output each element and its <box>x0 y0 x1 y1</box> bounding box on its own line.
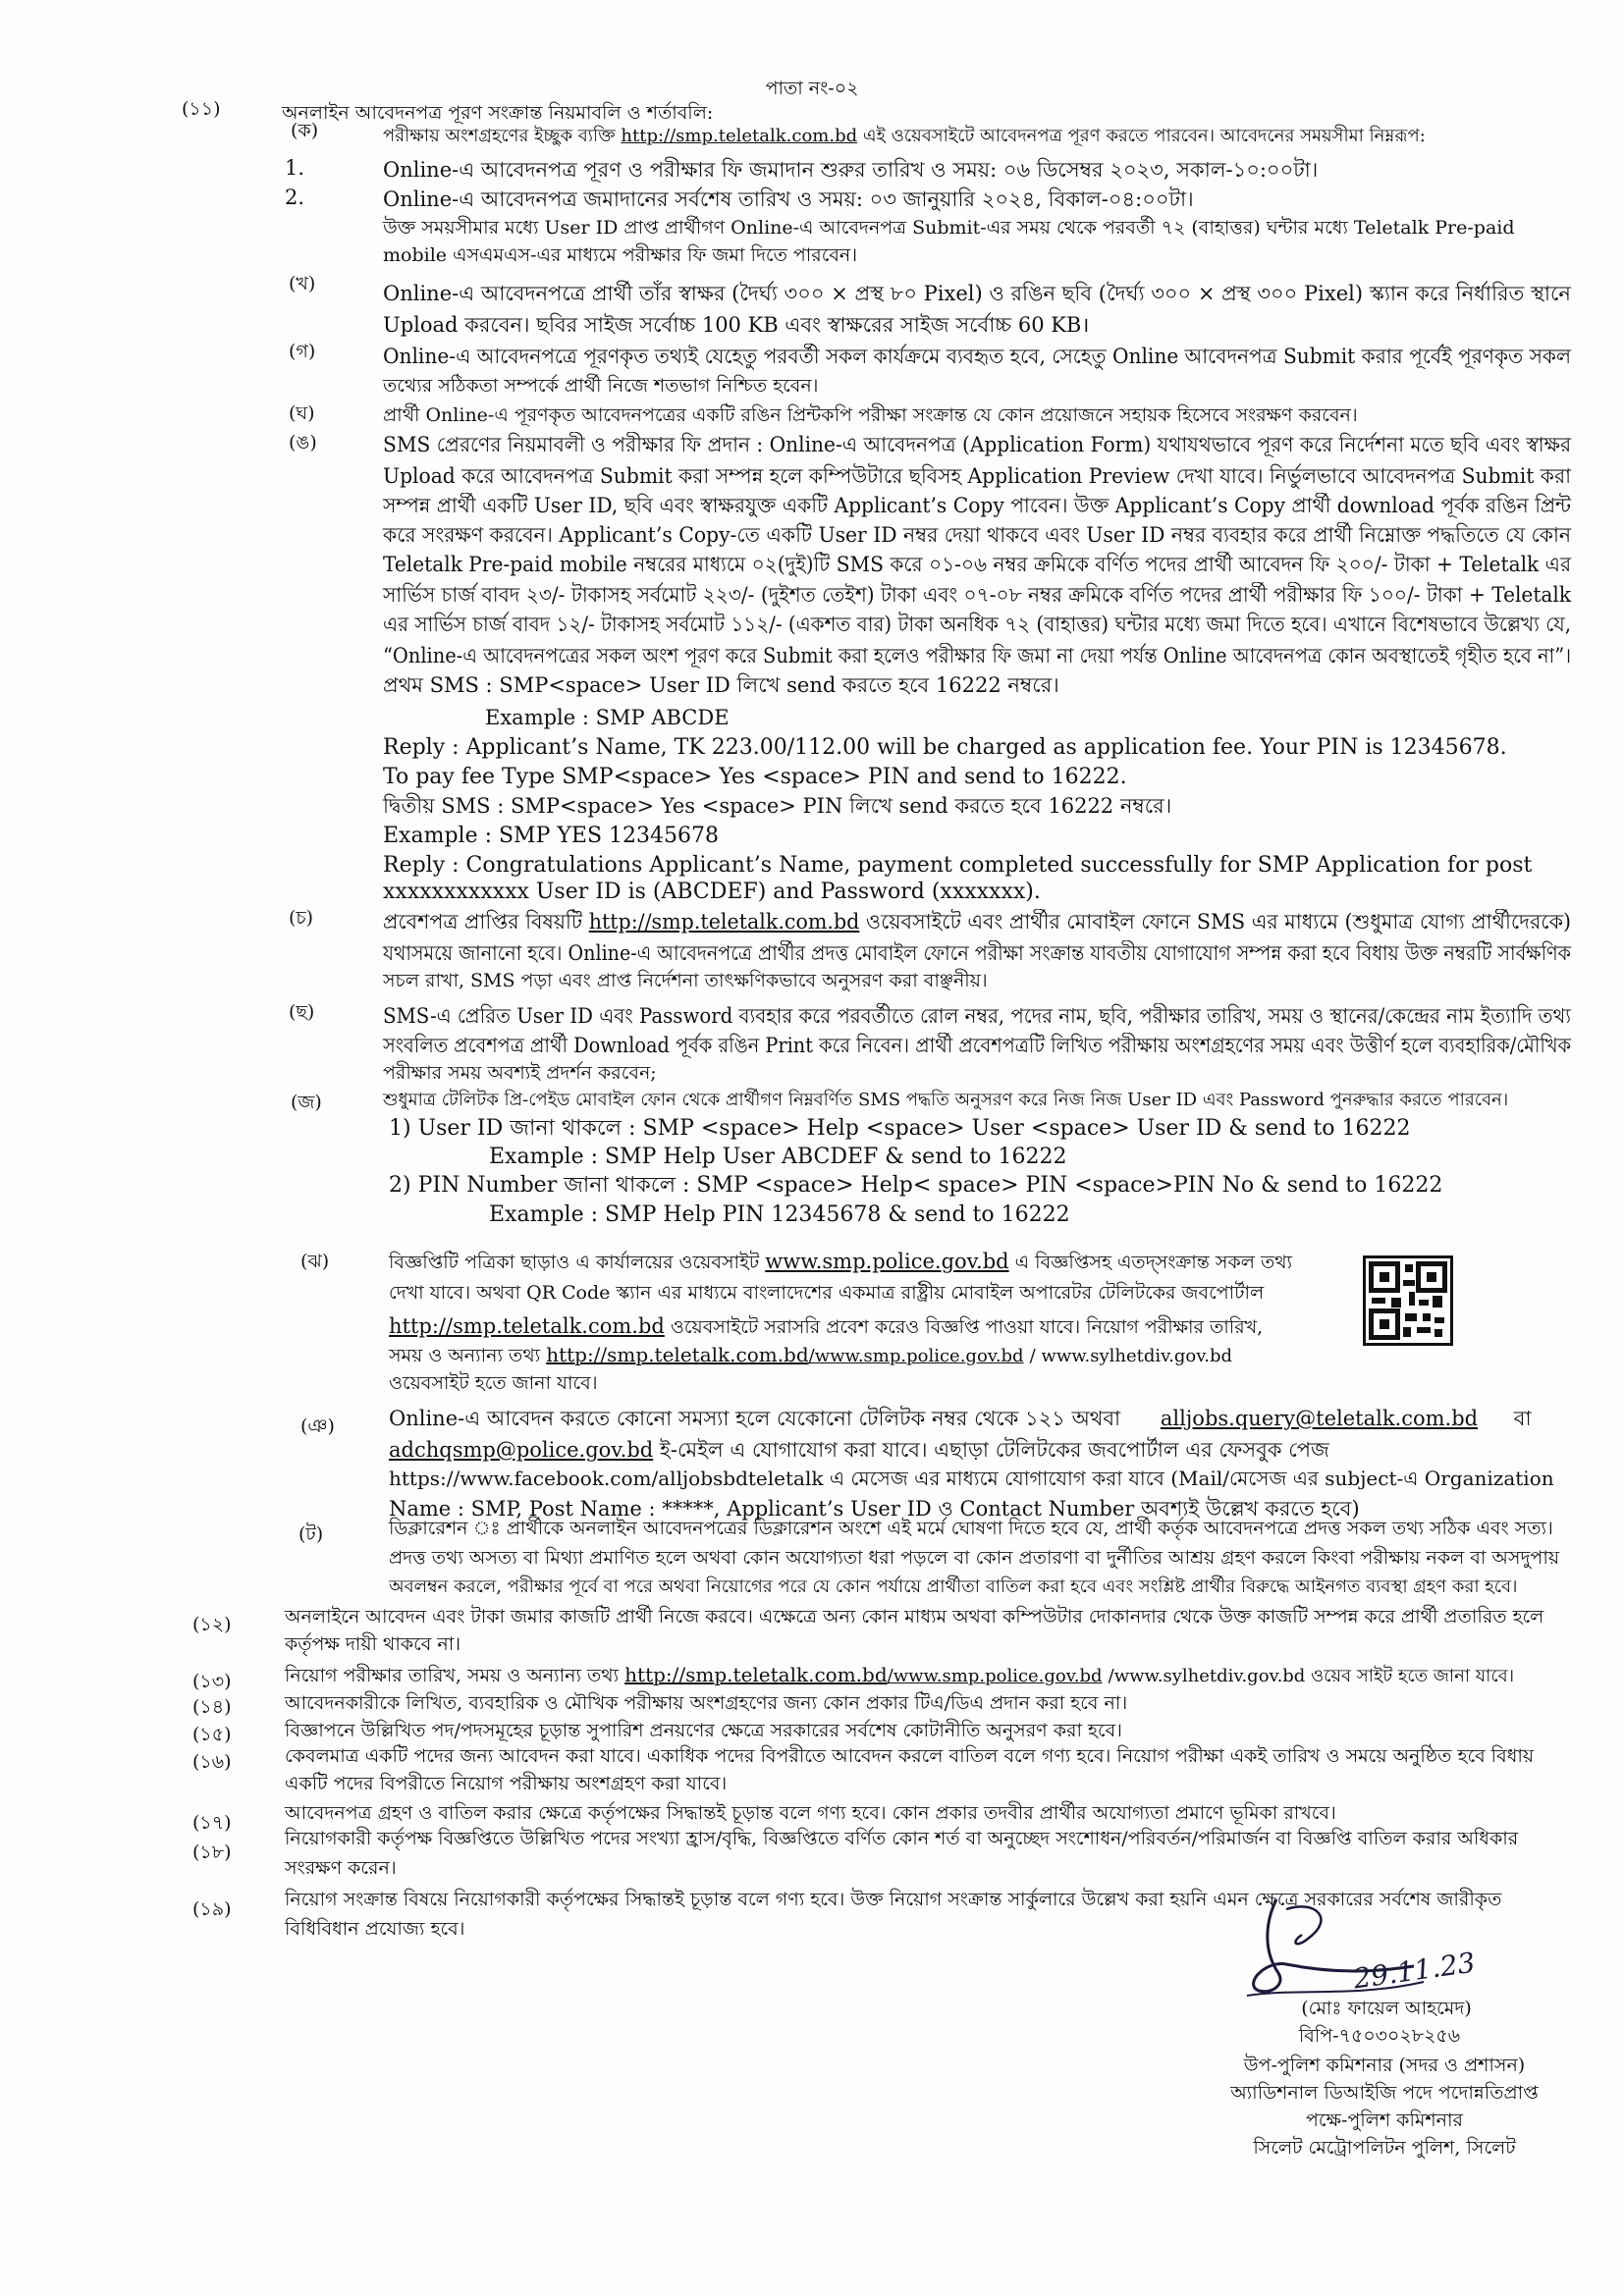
section-12-number: (১২) <box>192 1614 232 1635</box>
item-ka-text-a: পরীক্ষায় অংশগ্রহণের ইচ্ছুক ব্যক্তি <box>383 126 616 146</box>
item-kha-line-2: Upload করবেন। ছবির সাইজ সর্বোচ্চ 100 KB এবং স্বাক্ষরের সাইজ সর্বোচ্চ 60 KB। <box>383 313 1090 337</box>
section-19-line-1: নিয়োগ সংক্রান্ত বিষয়ে নিয়োগকারী কর্তৃপক্ষের সিদ্ধান্তই চূড়ান্ত বলে গণ্য হবে। উক্ত নিয়োগ সংক্রান্ত সার্কুলারে উল্লেখ করা হয়নি এমন ক্ষেত্রে সরকারের সর্বশেষ জারীকৃত <box>285 1889 1502 1910</box>
item-cha-marker: (চ) <box>289 907 314 929</box>
sms-to-pay: To pay fee Type SMP<space> Yes <space> PIN and send to 16222. <box>383 765 1127 789</box>
item-cha-text-b: ওয়েবসাইটে এবং প্রার্থীর মোবাইল ফোনে SMS এর মাধ্যমে (শুধুমাত্র যোগ্য প্রার্থীদেরকে) <box>865 910 1572 934</box>
section-16-line-1: কেবলমাত্র একটি পদের জন্য আবেদন করা যাবে। একাধিক পদের বিপরীতে আবেদন করলে বাতিল বলে গণ্য হবে। নিয়োগ পরীক্ষা একই তারিখ ও সময়ে অনুষ্ঠিত হবে বিধায় <box>285 1745 1535 1767</box>
section-14-line-1: আবেদনকারীকে লিখিত, ব্যবহারিক ও মৌখিক পরীক্ষায় অংশগ্রহণের জন্য কোন প্রকার টিএ/ডিএ প্রদান করা হবে না। <box>285 1692 1128 1714</box>
section-13-teletalk-link[interactable]: http://smp.teletalk.com.bd <box>624 1663 888 1686</box>
item-jha-text-c: ওয়েবসাইটে সরাসরি প্রবেশ করেও বিজ্ঞপ্তি পাওয়া যাবে। নিয়োগ পরীক্ষার তারিখ, <box>670 1316 1264 1338</box>
item-nya-text-a: Online-এ আবেদন করতে কোনো সমস্যা হলে যেকোনো টেলিটক নম্বর থেকে ১২১ অথবা <box>389 1407 1121 1430</box>
sms-first-example: Example : SMP ABCDE <box>485 706 730 729</box>
section-16-line-2: একটি পদের বিপরীতে নিয়োগ পরীক্ষায় অংশগ্রহণ করা যাবে। <box>285 1773 728 1794</box>
signatory-office: সিলেট মেট্রোপলিটন পুলিশ, সিলেট <box>1253 2137 1516 2159</box>
item-jha-marker: (ঝ) <box>300 1251 330 1272</box>
sms-second-example: Example : SMP YES 12345678 <box>383 824 719 848</box>
item-cha-link[interactable]: http://smp.teletalk.com.bd <box>588 910 860 934</box>
sms-second: দ্বিতীয় SMS : SMP<space> Yes <space> PIN লিখে send করতে হবে 16222 নম্বরে। <box>383 794 1172 818</box>
item-cha-line-3: সচল রাখা, SMS পড়া এবং প্রাপ্ত নির্দেশনা তাৎক্ষণিকভাবে অনুসরণ করা বাঞ্ছনীয়। <box>383 970 988 991</box>
page-number: পাতা নং-০২ <box>765 78 859 99</box>
signatory-promotion: অ্যাডিশনাল ডিআইজি পদে পদোন্নতিপ্রাপ্ত <box>1230 2082 1539 2104</box>
signatory-bp-number: বিপি-৭৫০৩০২৮২৫৬ <box>1298 2025 1461 2047</box>
section-13-smp-link[interactable]: /www.smp.police.gov.bd <box>887 1666 1103 1686</box>
item-ta-line-1: ডিক্লারেশন ঃ প্রার্থীকে অনলাইন আবেদনপত্রের ডিক্লারেশন অংশে এই মর্মে ঘোষণা দিতে হবে যে, প্রার্থী কর্তৃক আবেদনপত্রে প্রদত্ত সকল তথ্য সঠিক এবং সত্য। <box>389 1518 1553 1539</box>
section-16-number: (১৬) <box>192 1751 232 1773</box>
item-uo-line-3: সম্পন্ন প্রার্থী একটি User ID, ছবি এবং স্বাক্ষরযুক্ত একটি Applicant’s Copy পাবেন। উক্ত Applicant’s Copy প্রার্থী download পূর্বক রঙিন প্রিন্ট <box>383 494 1572 517</box>
sms-first: প্রথম SMS : SMP<space> User ID লিখে send করতে হবে 16222 নম্বরে। <box>383 673 1059 697</box>
item-gha-line-1: প্রার্থী Online-এ পূরণকৃত আবেদনপত্রের একটি রঙিন প্রিন্টকপি পরীক্ষা সংক্রান্ত যে কোন প্রয়োজনে সহায়ক হিসেবে সংরক্ষণ করবেন। <box>383 404 1358 426</box>
item-jha-line-2: দেখা যাবে। অথবা QR Code স্ক্যান এর মাধ্যমে বাংলাদেশের একমাত্র রাষ্ট্রীয় মোবাইল অপারেটর টেলিটকের জবপোর্টাল <box>389 1282 1265 1304</box>
section-14-number: (১৪) <box>192 1696 232 1718</box>
section-17-line-1: আবেদনপত্র গ্রহণ ও বাতিল করার ক্ষেত্রে কর্তৃপক্ষের সিদ্ধান্তই চূড়ান্ত বলে গণ্য হবে। কোন প্রকার তদবীর প্রার্থীর অযোগ্যতা প্রমাণে ভূমিকা রাখবে। <box>285 1802 1336 1824</box>
section-13-text-a: নিয়োগ পরীক্ষার তারিখ, সময় ও অন্যান্য তথ্য <box>285 1665 620 1686</box>
item-2-number: 2. <box>285 186 305 209</box>
signatory-name: (মোঃ ফায়েল আহমেদ) <box>1301 1998 1472 2019</box>
sms-first-reply: Reply : Applicant’s Name, TK 223.00/112.00 will be charged as application fee. Your PIN is 12345678. <box>383 735 1507 760</box>
item-ja-recover-pin: 2) PIN Number জানা থাকলে : SMP <space> Help< space> PIN <space>PIN No & send to 16222 <box>389 1173 1443 1198</box>
item-jha-line-5: ওয়েবসাইট হতে জানা যাবে। <box>389 1372 598 1394</box>
item-ga-line-2: তথ্যের সঠিকতা সম্পর্কে প্রার্থী নিজে শতভাগ নিশ্চিত হবেন। <box>383 375 819 397</box>
item-jha-line-3 <box>389 1313 1263 1340</box>
item-jha-text-d: সময় ও অন্যান্য তথ্য <box>389 1345 541 1366</box>
item-2-text: Online-এ আবেদনপত্র জমাদানের সর্বশেষ তারিখ ও সময়: ০৩ জানুয়ারি ২০২৪, বিকাল-০৪:০০টা। <box>383 187 1194 211</box>
item-nya-line-3: https://www.facebook.com/alljobsbdteletalk এ মেসেজ এর মাধ্যমে যোগাযোগ করা যাবে (Mail/মেসেজ এর subject-এ Organization <box>389 1467 1554 1490</box>
item-nya-line-2 <box>389 1437 1329 1463</box>
item-uo-line-1: SMS প্রেরণের নিয়মাবলী ও পরীক্ষার ফি প্রদান : Online-এ আবেদনপত্র (Application Form) যথাযথভাবে পূরণ করে নির্দেশনা মতে ছবি এবং স্বাক্ষর <box>383 433 1572 456</box>
item-cha-line-2: যথাসময়ে জানানো হবে। Online-এ আবেদনপত্রে প্রার্থীর প্রদত্ত মোবাইল ফোনে পরীক্ষা সংক্রান্ত যাবতীয় যোগাযোগ সম্পন্ন করা হবে বিধায় উক্ত নম্বরটি সার্বক্ষণিক <box>383 941 1572 965</box>
item-2-line-3: mobile এসএমএস-এর মাধ্যমে পরীক্ষার ফি জমা দিতে পারবেন। <box>383 244 858 266</box>
section-17-number: (১৭) <box>192 1812 232 1834</box>
section-12-line-2: কর্তৃপক্ষ দায়ী থাকবে না। <box>285 1633 461 1655</box>
item-jha-text-b: এ বিজ্ঞপ্তিসহ এতদ্‌সংক্রান্ত সকল তথ্য <box>1014 1252 1293 1273</box>
item-chha-marker: (ছ) <box>289 1001 315 1023</box>
section-18-line-2: সংরক্ষণ করেন। <box>285 1857 397 1879</box>
item-ga-line-1: Online-এ আবেদনপত্রে পূরণকৃত তথ্যই যেহেতু পরবর্তী সকল কার্যক্রমে ব্যবহৃত হবে, সেহেতু Online আবেদনপত্র Submit করার পূর্বেই পূরণকৃত সকল <box>383 345 1571 368</box>
item-chha-line-1: SMS-এ প্রেরিত User ID এবং Password ব্যবহার করে পরবর্তীতে রোল নম্বর, পদের নাম, ছবি, পরীক্ষার তারিখ, সময় ও স্থানের/কেন্দ্রের নাম ইত্যাদি তথ্য <box>383 1004 1571 1028</box>
signatory-on-behalf: পক্ষে-পুলিশ কমিশনার <box>1306 2109 1463 2131</box>
sms-second-reply-1: Reply : Congratulations Applicant’s Name, payment completed successfully for SMP Application for post <box>383 853 1533 878</box>
signature-date: 29.11.23 <box>1351 1946 1478 1996</box>
section-18-line-1: নিয়োগকারী কর্তৃপক্ষ বিজ্ঞপ্তিতে উল্লিখিত পদের সংখ্যা হ্রাস/বৃদ্ধি, বিজ্ঞপ্তিতে বর্ণিত কোন শর্ত বা অনুচ্ছেদ সংশোধন/পরিবর্তন/পরিমার্জন বা বিজ্ঞপ্তি বাতিল করার অধিকার <box>285 1828 1519 1849</box>
item-ja-recover-pin-example: Example : SMP Help PIN 12345678 & send to 16222 <box>489 1202 1070 1227</box>
item-ta-line-3: অবলম্বন করলে, পরীক্ষার পূর্বে বা পরে অথবা নিয়োগের পরে যে কোন পর্যায়ে প্রার্থীতা বাতিল করা হবে এবং সংশ্লিষ্ট প্রার্থীর বিরুদ্ধে আইনগত ব্যবস্থা গ্রহণ করা হবে। <box>389 1576 1518 1597</box>
item-ka-marker: (ক) <box>291 120 319 141</box>
item-cha-line-1 <box>383 909 1571 934</box>
item-nya-line-4: Name : SMP, Post Name : *****, Applicant’s User ID ও Contact Number অবশ্যই উল্লেখ করতে হবে) <box>389 1497 1360 1521</box>
item-ka-link[interactable]: http://smp.teletalk.com.bd <box>621 126 858 146</box>
qr-code[interactable] <box>1363 1255 1453 1346</box>
smp-website-link-2[interactable]: /www.smp.police.gov.bd <box>808 1346 1024 1366</box>
section-15-line-1: বিজ্ঞাপনে উল্লিখিত পদ/পদসমূহের চূড়ান্ত সুপারিশ প্রনয়ণের ক্ষেত্রে সরকারের সর্বশেষ কোটানীতি অনুসরণ করা হবে। <box>285 1720 1122 1741</box>
item-jha-text-a: বিজ্ঞপ্তিটি পত্রিকা ছাড়াও এ কার্যালয়ের ওয়েবসাইট <box>389 1252 760 1273</box>
signatory-designation: উপ-পুলিশ কমিশনার (সদর ও প্রশাসন) <box>1243 2055 1526 2076</box>
section-12-line-1: অনলাইনে আবেদন এবং টাকা জমার কাজটি প্রার্থী নিজে করবে। এক্ষেত্রে অন্য কোন মাধ্যম অথবা কম্পিউটার দোকানদার থেকে উক্ত কাজটি সম্পন্ন করে প্রার্থী প্রতারিত হলে <box>285 1606 1544 1628</box>
item-ja-recover-userid-example: Example : SMP Help User ABCDEF & send to 16222 <box>489 1145 1067 1169</box>
section-13-text-b: /www.sylhetdiv.gov.bd ওয়েব সাইট হতে জানা যাবে। <box>1108 1666 1515 1686</box>
smp-email-link[interactable]: adchqsmp@police.gov.bd <box>389 1438 654 1462</box>
item-chha-line-3: পরীক্ষার সময় অবশ্যই প্রদর্শন করবেন; <box>383 1062 657 1084</box>
item-ka-line <box>383 126 1426 148</box>
teletalk-link-2[interactable]: http://smp.teletalk.com.bd <box>546 1343 809 1366</box>
item-1-text: Online-এ আবেদনপত্র পূরণ ও পরীক্ষার ফি জমাদান শুরুর তারিখ ও সময়: ০৬ ডিসেম্বর ২০২৩, সকাল-১০:০০টা। <box>383 158 1319 182</box>
item-nya-line-1 <box>389 1406 1532 1431</box>
item-ta-line-2: প্রদত্ত তথ্য অসত্য বা মিথ্যা প্রমাণিত হলে অথবা কোন অযোগ্যতা ধরা পড়লে বা কোন প্রতারণা বা দুর্নীতির আশ্রয় গ্রহণ করলে কিংবা পরীক্ষায় নকল বা অসদুপায় <box>389 1547 1560 1569</box>
sylhetdiv-website: / www.sylhetdiv.gov.bd <box>1029 1346 1233 1366</box>
section-19-line-2: বিধিবিধান প্রযোজ্য হবে। <box>285 1918 465 1940</box>
item-ga-marker: (গ) <box>289 341 316 362</box>
item-cha-text-a: প্রবেশপত্র প্রাপ্তির বিষয়টি <box>383 910 583 934</box>
section-11-number: (১১) <box>182 98 221 120</box>
item-uo-line-6: সার্ভিস চার্জ বাবদ ২৩/- টাকাসহ সর্বমোট ২২৩/- (দুইশত তেইশ) টাকা এবং ০৭-০৮ নম্বর ক্রমিকে বর্ণিত পদের প্রার্থী পরীক্ষার ফি ১০০/- টাকা + Teletalk <box>383 583 1572 607</box>
smp-website-link[interactable]: www.smp.police.gov.bd <box>765 1250 1009 1273</box>
section-13-line-1 <box>285 1663 1514 1688</box>
item-gha-marker: (ঘ) <box>289 402 315 424</box>
section-19-number: (১৯) <box>192 1898 232 1920</box>
item-ta-marker: (ট) <box>298 1523 324 1545</box>
section-15-number: (১৫) <box>192 1724 232 1745</box>
item-nya-text-b: বা <box>1513 1407 1532 1430</box>
section-13-number: (১৩) <box>192 1671 232 1692</box>
item-uo-marker: (ঙ) <box>289 432 317 454</box>
item-uo-line-4: করে সংরক্ষণ করবেন। Applicant’s Copy-তে একটি User ID নম্বর দেয়া থাকবে এবং User ID নম্বর ব্যবহার করে প্রার্থী নিম্নোক্ত পদ্ধতিতে যে কোন <box>383 523 1572 547</box>
item-uo-line-5: Teletalk Pre-paid mobile নম্বরের মাধ্যমে ০২(দুই)টি SMS করে ০১-০৬ নম্বর ক্রমিকে বর্ণিত পদের প্রার্থী আবেদন ফি ২০০/- টাকা + Teletalk এর <box>383 553 1572 576</box>
item-kha-marker: (খ) <box>289 273 316 294</box>
item-chha-line-2: সংবলিত প্রবেশপত্র প্রার্থী Download পূর্বক রঙিন Print করে নিবেন। প্রার্থী প্রবেশপত্রটি লিখিত পরীক্ষায় অংশগ্রহণের সময় এবং উত্তীর্ণ হলে ব্যবহারিক/মৌখিক <box>383 1034 1572 1057</box>
item-uo-line-2: Upload করে আবেদনপত্র Submit করা সম্পন্ন হলে কম্পিউটারে ছবিসহ Application Preview দেখা যাবে। নির্ভুলভাবে আবেদনপত্র Submit করা <box>383 464 1571 488</box>
item-ja-line-1: শুধুমাত্র টেলিটক প্রি-পেইড মোবাইল ফোন থেকে প্রার্থীগণ নিম্নবর্ণিত SMS পদ্ধতি অনুসরণ করে নিজ নিজ User ID এবং Password পুনরুদ্ধার করতে পারবেন। <box>383 1090 1509 1110</box>
sms-second-reply-2: xxxxxxxxxxxx User ID is (ABCDEF) and Password (xxxxxxx). <box>383 880 1041 904</box>
item-ka-text-b: এই ওয়েবসাইটে আবেদনপত্র পূরণ করতে পারবেন। আবেদনের সময়সীমা নিম্নরূপ: <box>862 126 1426 146</box>
item-uo-line-8: “Online-এ আবেদনপত্রের সকল অংশ পূরণ করে Submit করা হলেও পরীক্ষার ফি জমা না দেয়া পর্যন্ত Online আবেদনপত্র কোন অবস্থাতেই গৃহীত হবে না”। <box>383 644 1572 667</box>
teletalk-link[interactable]: http://smp.teletalk.com.bd <box>389 1314 665 1338</box>
item-nya-text-c: ই-মেইল এ যোগাযোগ করা যাবে। এছাড়া টেলিটকের জবপোর্টাল এর ফেসবুক পেজ <box>659 1438 1329 1462</box>
item-ja-recover-userid: 1) User ID জানা থাকলে : SMP <space> Help <space> User <space> User ID & send to 16222 <box>389 1116 1411 1141</box>
teletalk-email-link[interactable]: alljobs.query@teletalk.com.bd <box>1160 1407 1479 1430</box>
item-1-number: 1. <box>285 156 305 180</box>
item-jha-line-1 <box>389 1249 1292 1275</box>
section-11-title: অনলাইন আবেদনপত্র পূরণ সংক্রান্ত নিয়মাবলি ও শর্তাবলি: <box>282 102 714 124</box>
item-jha-line-4 <box>389 1343 1232 1368</box>
item-uo-line-7: এর সার্ভিস চার্জ বাবদ ১২/- টাকাসহ সর্বমোট ১১২/- (একশত বার) টাকা অনধিক ৭২ (বাহাত্তর) ঘন্টার মধ্যে জমা দিতে হবে। এখানে বিশেষভাবে উল্লেখ্য যে, <box>383 613 1572 636</box>
item-kha-line-1: Online-এ আবেদনপত্রে প্রার্থী তাঁর স্বাক্ষর (দৈর্ঘ্য ৩০০ × প্রস্থ ৮০ Pixel) ও রঙিন ছবি (দৈর্ঘ্য ৩০০ × প্রস্থ ৩০০ Pixel) স্ক্যান করে নির্ধারিত স্থানে <box>383 282 1571 305</box>
item-2-line-2: উক্ত সময়সীমার মধ্যে User ID প্রাপ্ত প্রার্থীগণ Online-এ আবেদনপত্র Submit-এর সময় থেকে পরবর্তী ৭২ (বাহাত্তর) ঘন্টার মধ্যে Teletalk Pre-paid <box>383 217 1515 239</box>
item-ja-marker: (জ) <box>291 1092 322 1113</box>
item-nya-marker: (ঞ) <box>300 1415 335 1437</box>
section-18-number: (১৮) <box>192 1842 232 1863</box>
